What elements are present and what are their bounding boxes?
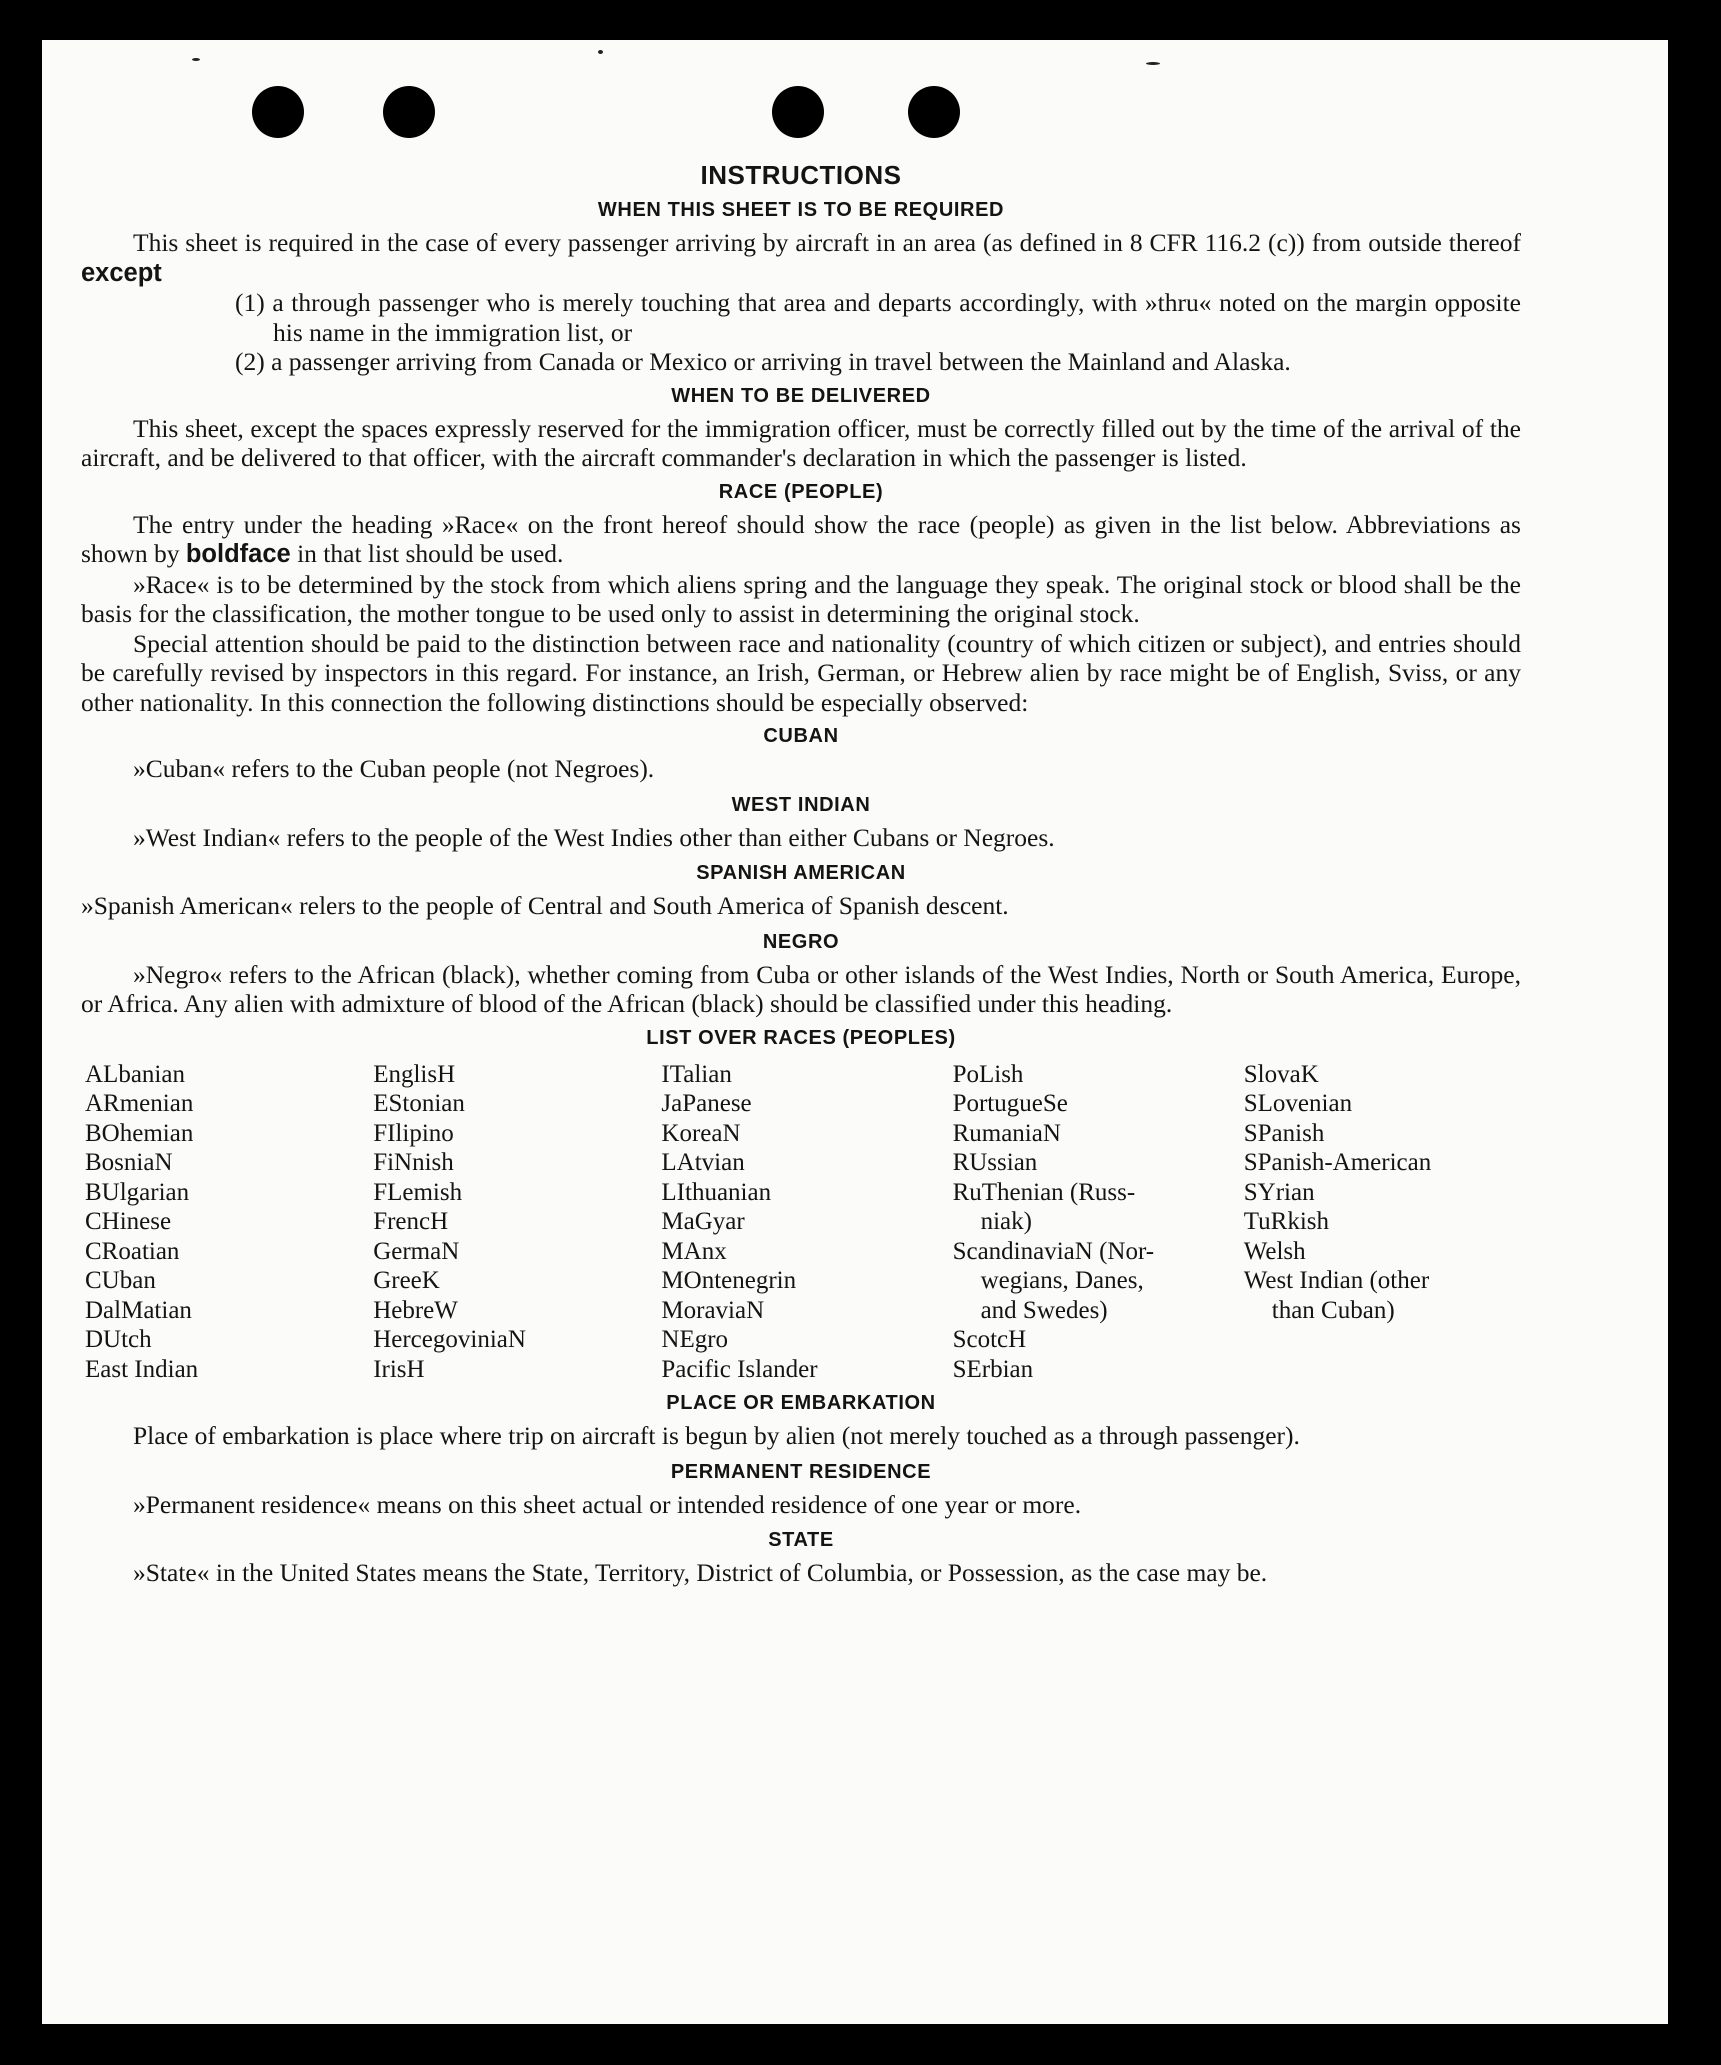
race-item: MOntenegrin bbox=[661, 1267, 797, 1294]
paragraph: The entry under the heading »Race« on the front hereof should show the race (people) as given in the list below. Abbreviations as shown by boldface in that list should be used. bbox=[81, 509, 1521, 568]
section-heading: LIST OVER RACES (PEOPLES) bbox=[646, 1026, 956, 1049]
list-item: (2) a passenger arriving from Canada or Mexico or arriving in travel between the Mainland and Alaska. bbox=[235, 347, 1291, 376]
section-heading: WHEN THIS SHEET IS TO BE REQUIRED bbox=[597, 199, 1005, 221]
scan-speck bbox=[192, 58, 200, 61]
race-item: Pacific Islander bbox=[661, 1355, 818, 1383]
race-item: HercegoviniaN bbox=[373, 1326, 526, 1353]
race-item: ALbanian bbox=[85, 1060, 185, 1088]
punch-hole bbox=[908, 86, 960, 138]
race-item: KoreaN bbox=[661, 1119, 741, 1147]
race-item: PortugueSe bbox=[952, 1090, 1068, 1117]
race-item: SPanish-American bbox=[1243, 1149, 1432, 1176]
race-item: CHinese bbox=[85, 1208, 172, 1235]
race-item: LAtvian bbox=[661, 1149, 745, 1176]
race-item: RuThenian (Russ- bbox=[952, 1178, 1136, 1206]
race-item: and Swedes) bbox=[980, 1296, 1108, 1324]
paragraph: »Race« is to be determined by the stock from which aliens spring and the language they speak. The original stock or blood shall be the basis for the classification, the mother tongue to be used only to assist in determining the original stock. bbox=[81, 569, 1521, 628]
race-item: CUban bbox=[85, 1267, 156, 1294]
race-item: than Cuban) bbox=[1271, 1296, 1395, 1324]
race-item: BUlgarian bbox=[85, 1178, 190, 1206]
section-heading: NEGRO bbox=[762, 930, 840, 953]
paragraph: This sheet, except the spaces expressly reserved for the immigration officer, must be correctly filled out by the time of the arrival of the aircraft, and be delivered to that officer, with the aircraft commander's declaration in which the passenger is listed. bbox=[81, 413, 1521, 472]
race-item: EnglisH bbox=[373, 1060, 456, 1088]
races-column bbox=[369, 1060, 657, 1385]
race-item: HebreW bbox=[373, 1296, 458, 1324]
race-item: wegians, Danes, bbox=[980, 1267, 1144, 1294]
race-item: NEgro bbox=[661, 1326, 729, 1353]
race-item: GermaN bbox=[373, 1237, 460, 1265]
race-item: BosniaN bbox=[85, 1149, 173, 1176]
race-item: RumaniaN bbox=[952, 1119, 1061, 1147]
race-item: EStonian bbox=[373, 1090, 465, 1117]
races-column bbox=[81, 1060, 369, 1385]
race-item: MaGyar bbox=[661, 1208, 745, 1235]
race-item: IrisH bbox=[373, 1355, 425, 1383]
emphasis: boldface bbox=[185, 540, 291, 568]
races-column bbox=[1240, 1060, 1521, 1385]
race-item: PoLish bbox=[952, 1060, 1024, 1088]
race-item: LIthuanian bbox=[661, 1178, 772, 1206]
paragraph: Place of embarkation is place where trip on aircraft is begun by alien (not merely touched as a through passenger). bbox=[133, 1421, 1300, 1450]
paragraph: »Negro« refers to the African (black), whether coming from Cuba or other islands of the West Indies, North or South America, Europe, or Africa. Any alien with admixture of blood of the African (black) should be classified under this heading. bbox=[81, 959, 1521, 1018]
instructions-body bbox=[81, 160, 1521, 1588]
races-list bbox=[81, 1060, 1521, 1385]
race-item: BOhemian bbox=[85, 1119, 194, 1147]
race-item: niak) bbox=[980, 1208, 1032, 1235]
emphasis: except bbox=[81, 258, 162, 287]
document-page bbox=[42, 40, 1668, 2024]
race-item: ARmenian bbox=[85, 1090, 194, 1117]
section-heading: PERMANENT RESIDENCE bbox=[670, 1460, 932, 1483]
list-item: (1) a through passenger who is merely touching that area and departs accordingly, with »thru« noted on the margin opposite his name in the immigration list, or bbox=[235, 288, 1521, 347]
paragraph: Special attention should be paid to the distinction between race and nationality (country of which citizen or subject), and entries should be carefully revised by inspectors in this regard. For instance, an Irish, German, or Hebrew alien by race might be of English, Sviss, or any other nationality. In this connection the following distinctions should be especially observed: bbox=[81, 628, 1521, 717]
race-item: DalMatian bbox=[85, 1296, 192, 1324]
race-item: SLovenian bbox=[1243, 1090, 1353, 1117]
race-item: FIlipino bbox=[373, 1119, 454, 1147]
race-item: ScandinaviaN (Nor- bbox=[952, 1237, 1155, 1265]
paragraph: »West Indian« refers to the people of the West Indies other than either Cubans or Negroes. bbox=[133, 822, 1055, 852]
race-item: West Indian (other bbox=[1243, 1267, 1430, 1294]
race-item: East Indian bbox=[85, 1355, 199, 1383]
paragraph: »Permanent residence« means on this sheet actual or intended residence of one year or more. bbox=[133, 1489, 1082, 1519]
race-item: TuRkish bbox=[1243, 1208, 1329, 1235]
race-item: Welsh bbox=[1243, 1237, 1306, 1265]
section-heading: CUBAN bbox=[763, 725, 839, 747]
race-item: MoraviaN bbox=[661, 1296, 765, 1324]
section-heading: PLACE OR EMBARKATION bbox=[666, 1392, 936, 1414]
race-item: SYrian bbox=[1243, 1178, 1315, 1206]
section-heading: WHEN TO BE DELIVERED bbox=[671, 384, 931, 407]
paragraph: »Cuban« refers to the Cuban people (not Negroes). bbox=[133, 754, 655, 783]
race-item: FrencH bbox=[373, 1208, 449, 1235]
scan-speck bbox=[598, 50, 603, 54]
paragraph: »Spanish American« relers to the people of Central and South America of Spanish descent. bbox=[81, 891, 1009, 920]
race-item: CRoatian bbox=[85, 1237, 180, 1265]
scan-speck bbox=[1146, 62, 1160, 65]
punch-hole bbox=[383, 86, 435, 138]
race-item: ITalian bbox=[661, 1060, 732, 1088]
paragraph: This sheet is required in the case of every passenger arriving by aircraft in an area (as defined in 8 CFR 116.2 (c)) from outside thereof except bbox=[81, 228, 1521, 287]
section-heading: STATE bbox=[768, 1529, 834, 1551]
punch-hole bbox=[772, 86, 824, 138]
race-item: RUssian bbox=[952, 1149, 1038, 1176]
section-heading: RACE (PEOPLE) bbox=[718, 480, 884, 503]
race-item: JaPanese bbox=[661, 1090, 752, 1117]
race-item: SErbian bbox=[952, 1355, 1034, 1383]
page-title: INSTRUCTIONS bbox=[700, 160, 902, 190]
race-item: GreeK bbox=[373, 1267, 440, 1294]
races-column bbox=[657, 1060, 948, 1385]
races-column bbox=[949, 1060, 1240, 1385]
paragraph: »State« in the United States means the State, Territory, District of Columbia, or Possession, as the case may be. bbox=[133, 1558, 1268, 1587]
race-item: FiNnish bbox=[373, 1149, 454, 1176]
race-item: SPanish bbox=[1243, 1119, 1325, 1147]
race-item: SlovaK bbox=[1243, 1060, 1319, 1088]
race-item: DUtch bbox=[85, 1326, 152, 1353]
punch-hole bbox=[252, 86, 304, 138]
race-item: FLemish bbox=[373, 1178, 463, 1206]
race-item: MAnx bbox=[661, 1237, 727, 1265]
race-item: ScotcH bbox=[952, 1326, 1027, 1353]
section-heading: SPANISH AMERICAN bbox=[696, 862, 906, 884]
section-heading: WEST INDIAN bbox=[731, 793, 871, 816]
